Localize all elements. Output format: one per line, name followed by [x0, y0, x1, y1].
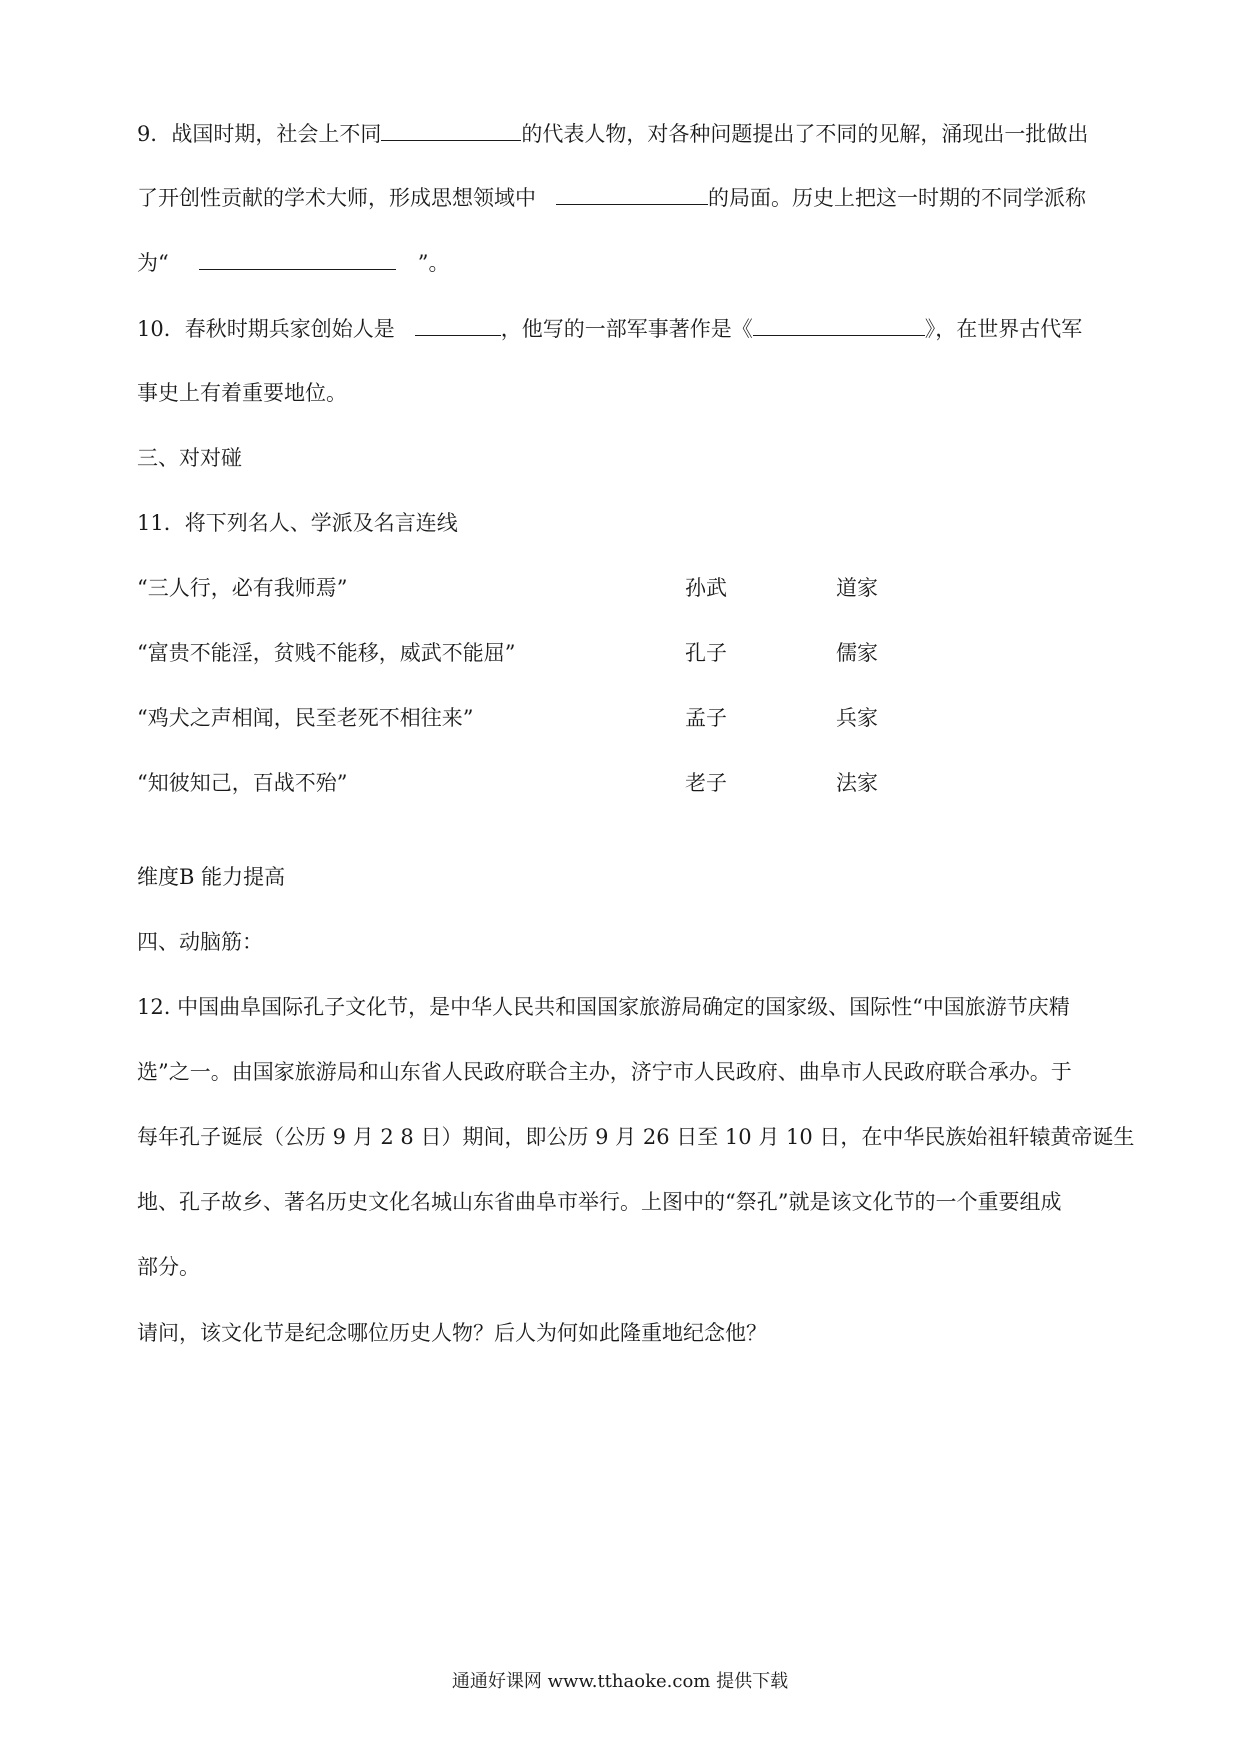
q9-blank-2[interactable] [556, 182, 708, 205]
section-3-title: 三、对对碰 [137, 446, 242, 470]
q11-person-1[interactable]: 孙武 [685, 576, 727, 600]
q11-quote-2[interactable]: “富贵不能淫，贫贱不能移，威武不能屈” [137, 641, 516, 665]
q11-quote-1[interactable]: “三人行，必有我师焉” [137, 576, 348, 600]
q11-school-4[interactable]: 法家 [836, 771, 878, 795]
q9-text-3a: 为“ [137, 251, 169, 275]
q9-line-3 [137, 247, 450, 278]
q9-line-1 [137, 118, 1088, 149]
q10-text-1c: 》，在世界古代军 [924, 317, 1083, 341]
q11-person-3[interactable]: 孟子 [685, 706, 727, 730]
q12-line-2: 选”之一。由国家旅游局和山东省人民政府联合主办，济宁市人民政府、曲阜市人民政府联合承办。于 [137, 1060, 1072, 1084]
q10-text-1a: 10．春秋时期兵家创始人是 [137, 317, 395, 341]
q10-text-1b: ，他写的一部军事著作是《 [500, 317, 753, 341]
q12-line-3: 每年孔子诞辰（公历 9 月 2 8 日）期间，即公历 9 月 26 日至 10 月 10 日，在中华民族始祖轩辕黄帝诞生 [137, 1125, 1135, 1149]
q12-line-4: 地、孔子故乡、著名历史文化名城山东省曲阜市举行。上图中的“祭孔”就是该文化节的一个重要组成 [137, 1190, 1062, 1214]
q12-line-5: 部分。 [137, 1255, 200, 1279]
dimension-b-heading: 维度B 能力提高 [137, 865, 286, 889]
q12-question: 请问，该文化节是纪念哪位历史人物？后人为何如此隆重地纪念他？ [137, 1321, 767, 1345]
q11-person-2[interactable]: 孔子 [685, 641, 727, 665]
q11-school-3[interactable]: 兵家 [836, 706, 878, 730]
q9-text-2b: 的局面。历史上把这一时期的不同学派称 [708, 186, 1086, 210]
q11-person-4[interactable]: 老子 [685, 771, 727, 795]
section-4-title: 四、动脑筋： [137, 930, 263, 954]
q11-school-2[interactable]: 儒家 [836, 641, 878, 665]
q9-blank-3[interactable] [199, 247, 396, 270]
q10-blank-book[interactable] [753, 313, 925, 336]
q12-line-1: 12. 中国曲阜国际孔子文化节，是中华人民共和国国家旅游局确定的国家级、国际性“中国旅游节庆精 [137, 995, 1070, 1019]
q11-prompt: 11．将下列名人、学派及名言连线 [137, 511, 458, 535]
q9-text-1a: 9．战国时期，社会上不同 [137, 122, 382, 146]
q10-line-2: 事史上有着重要地位。 [137, 381, 347, 405]
q9-text-1b: 的代表人物，对各种问题提出了不同的见解，涌现出一批做出 [521, 122, 1089, 146]
q11-quote-3[interactable]: “鸡犬之声相闻，民至老死不相往来” [137, 706, 474, 730]
q11-school-1[interactable]: 道家 [836, 576, 878, 600]
q10-line-1 [137, 313, 1082, 344]
page-footer: 通通好课网 www.tthaoke.com 提供下载 [451, 1671, 789, 1692]
q9-text-2a: 了开创性贡献的学术大师，形成思想领域中 [137, 186, 536, 210]
q9-blank-1[interactable] [381, 118, 521, 141]
q9-text-3b: ”。 [417, 251, 450, 275]
q11-quote-4[interactable]: “知彼知己，百战不殆” [137, 771, 348, 795]
q9-line-2 [137, 182, 1086, 213]
q10-blank-founder[interactable] [415, 313, 501, 336]
